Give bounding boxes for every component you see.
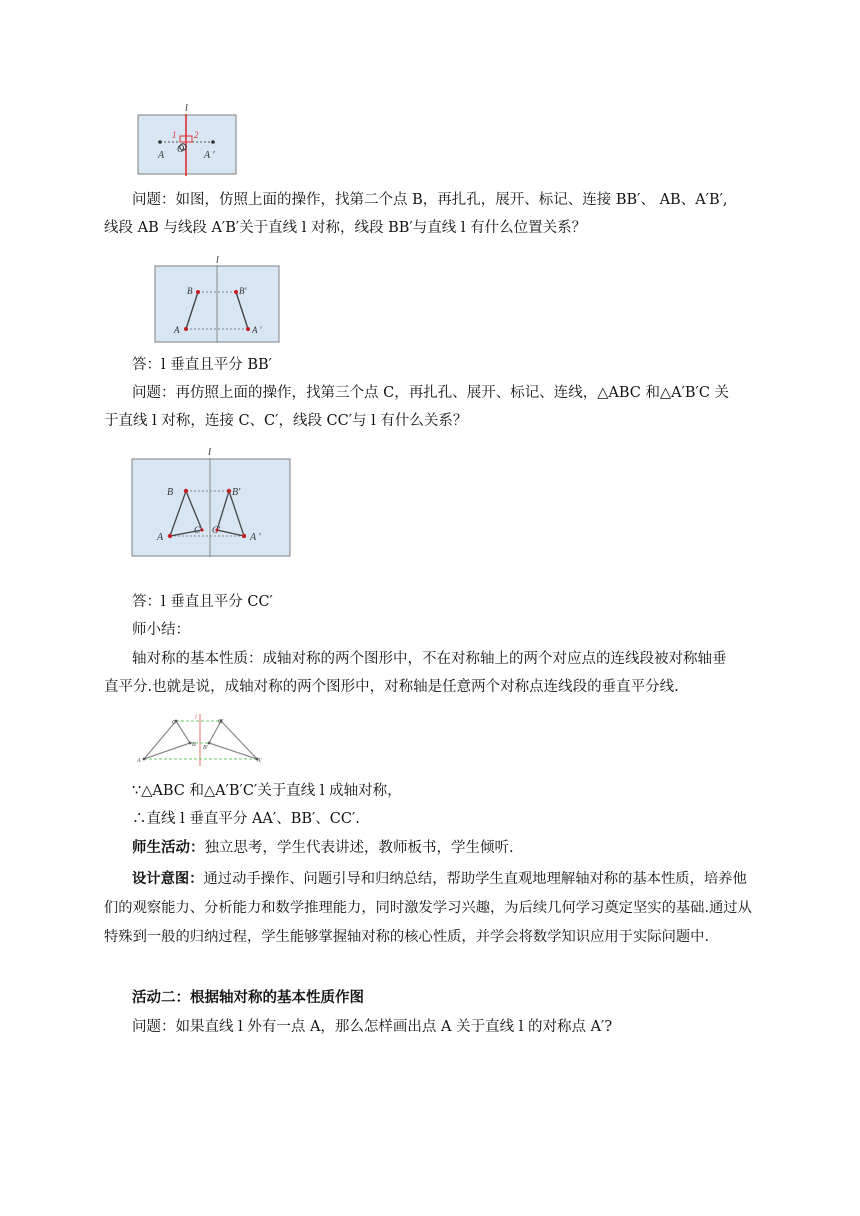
answer-2: 答：l 垂直且平分 CC′ <box>132 594 273 610</box>
fig4-point-a: A <box>137 758 141 764</box>
question-2-line-2: 于直线 l 对称，连接 C、C′，线段 CC′与 l 有什么关系？ <box>104 413 468 429</box>
fig2-point-a-prime: A ′ <box>252 325 262 335</box>
therefore-line: ∴直线 l 垂直平分 AA′、BB′、CC′. <box>132 811 360 827</box>
fig1-angle1: 1 <box>172 130 177 140</box>
fig3-point-b: B <box>167 487 174 498</box>
activity2-title: 活动二：根据轴对称的基本性质作图 <box>132 989 364 1006</box>
summary-label: 师小结： <box>132 622 190 638</box>
fig3-point-b-prime: B′ <box>232 487 241 498</box>
figure-triangles <box>128 445 294 561</box>
fig4-point-c: C <box>172 720 177 726</box>
property-line-2: 直平分.也就是说，成轴对称的两个图形中，对称轴是任意两个对称点连线段的垂直平分线. <box>104 679 679 695</box>
fig4-point-b: B <box>192 742 196 748</box>
question-1-line-1: 问题：如图，仿照上面的操作，找第二个点 B，再扎孔，展开、标记、连接 BB′、 AB、A′B′, <box>132 192 728 208</box>
fig3-point-c: C <box>194 525 201 535</box>
fig3-line-label: l <box>208 446 212 458</box>
activity-label: 师生活动： <box>132 839 205 856</box>
fig4-point-a-prime: A′ <box>257 758 262 764</box>
fig4-line-label: l <box>195 715 197 721</box>
fig2-point-a: A <box>174 325 180 335</box>
activity-line <box>132 835 792 861</box>
fig3-point-a-prime: A ′ <box>250 532 261 543</box>
fig3-point-a: A <box>157 532 164 543</box>
property-line-1: 轴对称的基本性质：成轴对称的两个图形中，不在对称轴上的两个对应点的连线段被对称轴垂 <box>132 651 727 667</box>
fig1-point-a-prime: A ′ <box>204 150 215 161</box>
fig1-line-label: l <box>185 103 188 114</box>
because-line: ∵△ABC 和△A′B′C′关于直线 l 成轴对称， <box>132 783 402 799</box>
figure-fold-point <box>130 100 242 180</box>
fig2-point-b-prime: B′ <box>239 286 247 296</box>
fig3-point-c-prime: C′ <box>212 525 220 535</box>
figure-segment-bb <box>150 254 285 346</box>
fig2-line-label: l <box>216 255 219 266</box>
design-label: 设计意图： <box>132 871 204 887</box>
fig4-point-b-prime: B′ <box>203 745 208 751</box>
design-text: 通过动手操作、问题引导和归纳总结，帮助学生直观地理解轴对称的基本性质，培养他们的观察能力、分析能力和数学推理能力，同时激发学习兴趣，为后续几何学习奠定坚实的基础.通过从特殊到一般的归纳过程，学生能够掌握轴对称的核心性质，并学会将数学知识应用于实际问题中. <box>104 871 752 945</box>
fig2-point-b: B <box>187 286 193 296</box>
question-2-line-1: 问题：再仿照上面的操作，找第三个点 C，再扎孔、展开、标记、连线，△ABC 和△A′B′C 关 <box>132 385 730 401</box>
fig4-point-c-prime: C′ <box>218 719 224 725</box>
fig1-point-a: A <box>158 150 165 161</box>
question-1-line-2: 线段 AB 与线段 A′B′关于直线 l 对称，线段 BB′与直线 l 有什么位置关系？ <box>104 220 587 236</box>
fig1-angle2: 2 <box>194 130 199 140</box>
figure-symmetry-axis <box>132 712 277 768</box>
fig1-point-o: O <box>177 144 185 155</box>
activity-text: 独立思考，学生代表讲述，教师板书，学生倾听. <box>204 840 514 856</box>
design-intent-paragraph <box>104 865 758 952</box>
answer-1: 答：l 垂直且平分 BB′ <box>132 357 272 373</box>
question-3: 问题：如果直线 l 外有一点 A，那么怎样画出点 A 关于直线 l 的对称点 A′? <box>132 1019 613 1035</box>
